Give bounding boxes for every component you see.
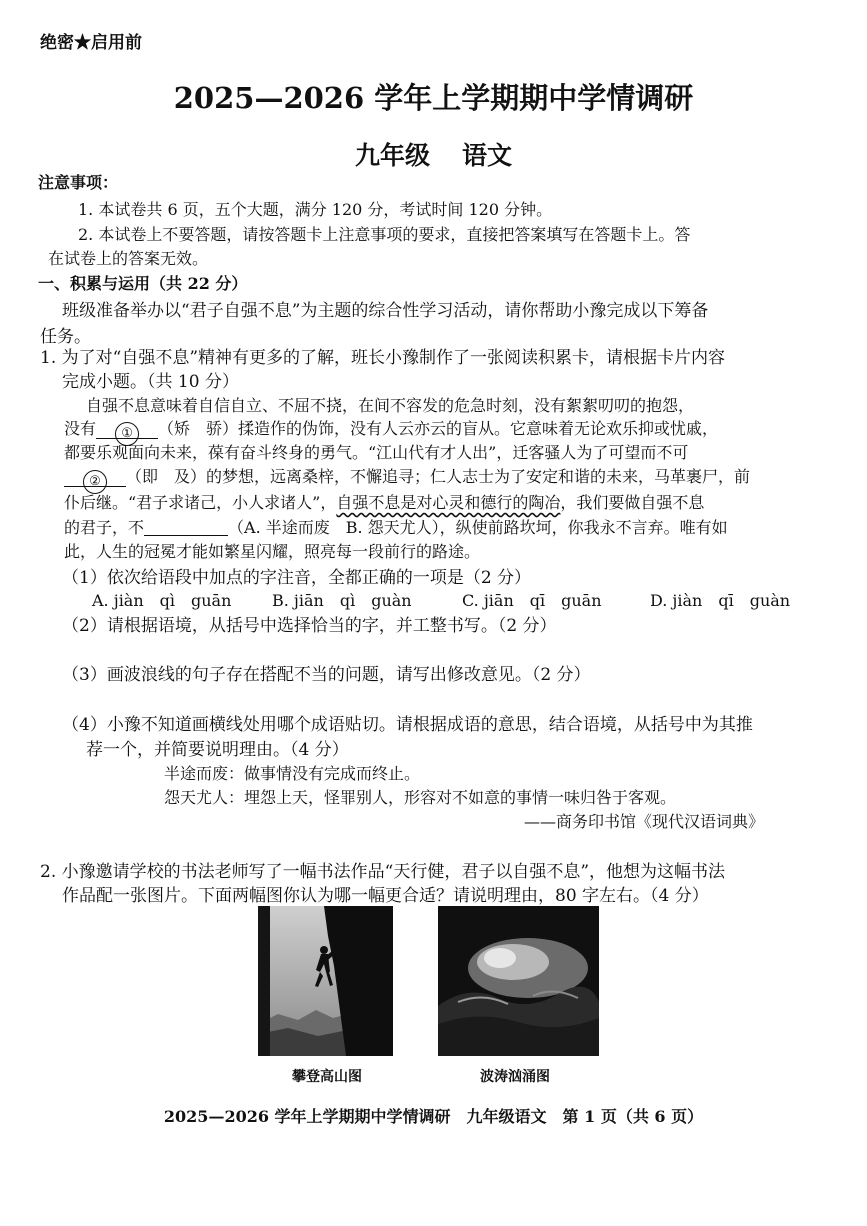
q1-sub-4: （4）小豫不知道画横线处用哪个成语贴切。请根据成语的意思，结合语境，从括号中为其推 [62,715,753,735]
dictionary-source: ——商务印书馆《现代汉语词典》 [524,812,765,831]
section-1-title: 一、积累与运用（共 22 分） [38,274,248,293]
passage-line-2 [64,416,718,439]
passage-text: （即 及）的梦想，远离桑梓，不懈追寻；仁人志士为了安定和谐的未来，马革裹尸，前 [126,467,751,486]
notice-item-2-cont: 在试卷上的答案无效。 [48,249,209,268]
q1-stem-cont: 完成小题。（共 10 分） [62,372,239,392]
q2-stem: 2. 小豫邀请学校的书法老师写了一幅书法作品“天行健，君子以自强不息”，他想为这幅书法 [40,862,726,882]
q1-stem: 1. 为了对“自强不息”精神有更多的了解，班长小豫制作了一张阅读积累卡，请根据卡片内容 [40,348,726,368]
passage-text: 的君子，不 [64,518,145,537]
q1-sub-4-cont: 荐一个，并简要说明理由。（4 分） [86,740,349,760]
option-a: A. jiàn qì guān [92,591,232,610]
notice-label: 注意事项： [38,173,119,192]
passage-text: 仆后继。“君子求诸己，小人求诸人”， [64,493,337,512]
blank-2 [64,470,126,487]
q1-sub-1: （1）依次给语段中加点的字注音，全都正确的一项是（2 分） [62,568,532,588]
exam-subtitle [0,136,867,172]
blank-number-2: ② [83,470,107,494]
image-1-caption: 攀登高山图 [292,1069,362,1085]
section-1-intro: 班级准备举办以“君子自强不息”为主题的综合性学习活动，请你帮助小豫完成以下筹备 [62,301,709,321]
q1-options [92,588,790,611]
option-c: C. jiān qī guān [462,591,602,610]
passage-line-7: 此，人生的冠冕才能如繁星闪耀，照亮每一段前行的路途。 [64,542,481,561]
notice-item-1: 1. 本试卷共 6 页，五个大题，满分 120 分，考试时间 120 分钟。 [78,200,553,219]
q1-sub-2: （2）请根据语境，从括号中选择恰当的字，并工整书写。（2 分） [62,616,557,636]
blank-1 [96,422,158,439]
idiom-definition-1: 半途而废：做事情没有完成而终止。 [164,764,421,783]
passage-text: （A. 半途而废 B. 怨天尤人），纵使前路坎坷，你我永不言弃。唯有如 [228,518,728,537]
option-b: B. jiān qì guàn [272,591,412,610]
section-1-intro-cont: 任务。 [40,327,91,347]
idiom-definition-2: 怨天尤人：埋怨上天，怪罪别人，形容对不如意的事情一味归咎于客观。 [164,788,677,807]
exam-title: 2025—2026 学年上学期期中学情调研 [173,81,694,115]
passage-line-6 [64,515,728,538]
mountain-climber-illustration [258,906,393,1056]
grade-label: 九年级 [354,141,430,170]
notice-item-2: 2. 本试卷上不要答题，请按答题卡上注意事项的要求，直接把答案填写在答题卡上。答 [78,225,691,244]
rough-waves-image [438,906,599,1056]
blank-number-1: ① [115,422,139,446]
passage-line-3: 都要乐观面向未来，葆有奋斗终身的勇气。“江山代有才人出”，迁客骚人为了可望而不可 [64,443,689,462]
passage-line-1: 自强不息意味着自信自立、不屈不挠，在间不容发的危急时刻，没有絮絮叨叨的抱怨， [86,396,695,415]
passage-text: ，我们要做自强不息 [560,493,705,512]
wavy-underlined-sentence: 自强不息是对心灵和德行的陶冶 [336,493,561,512]
q1-sub-3: （3）画波浪线的句子存在搭配不当的问题，请写出修改意见。（2 分） [62,665,591,685]
passage-text: （矫 骄）揉造作的伪饰，没有人云亦云的盲从。它意味着无论欢乐抑或忧戚， [158,419,719,438]
passage-line-5 [64,490,704,513]
passage-line-4 [64,464,750,487]
mountain-climbing-image [258,906,393,1056]
option-d: D. jiàn qī guàn [650,591,791,610]
page-footer: 2025—2026 学年上学期期中学情调研 九年级语文 第 1 页（共 6 页） [163,1107,704,1126]
blank-idiom [144,519,228,536]
confidential-label: 绝密★启用前 [40,33,142,53]
waves-illustration [438,906,599,1056]
subject-label: 语文 [462,141,513,170]
passage-text: 没有 [64,419,97,438]
image-2-caption: 波涛汹涌图 [480,1069,550,1085]
q2-stem-cont: 作品配一张图片。下面两幅图你认为哪一幅更合适？请说明理由，80 字左右。（4 分） [62,886,709,906]
